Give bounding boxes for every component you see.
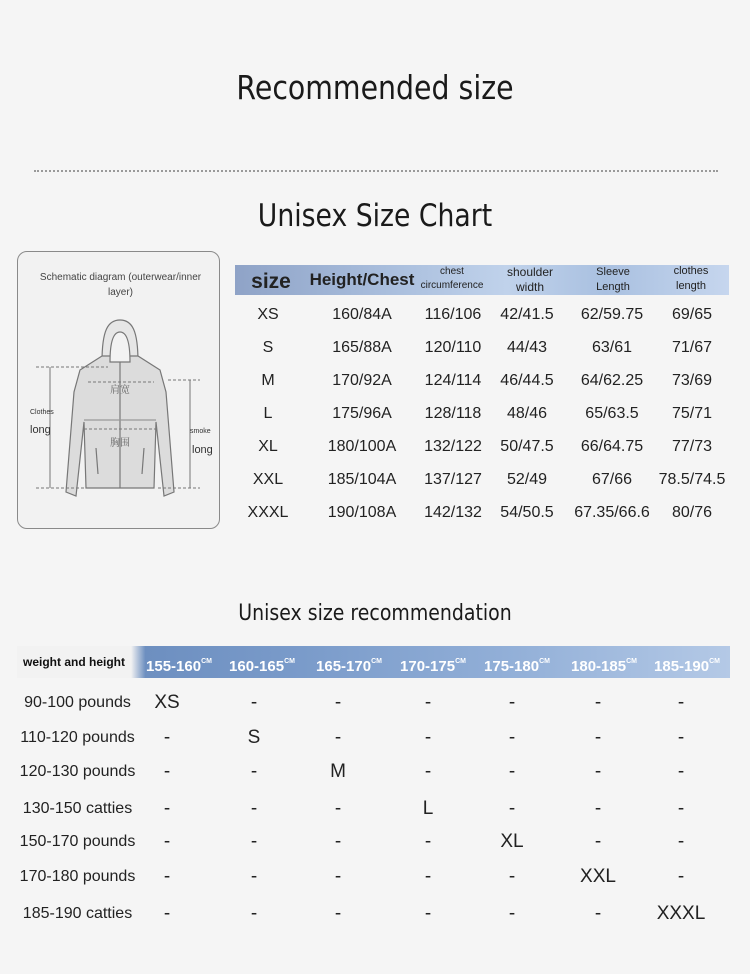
- size-chart-title: Unisex Size Chart: [257, 198, 493, 234]
- size-cell-shoulder-width: 42/41.5: [500, 306, 554, 323]
- size-recommendation: XXXL: [656, 903, 706, 924]
- size-cell-sleeve-length: 67/66: [591, 471, 633, 488]
- header-height-chest: Height/Chest: [309, 270, 415, 289]
- size-row-xxxl: [235, 496, 729, 529]
- empty-cell: -: [677, 727, 685, 748]
- size-cell-height-chest: 170/92A: [332, 372, 392, 389]
- empty-cell: -: [594, 903, 602, 924]
- size-recommendation: M: [330, 761, 346, 782]
- size-cell-height-chest: 185/104A: [327, 471, 397, 488]
- empty-cell: -: [594, 727, 602, 748]
- empty-cell: -: [677, 831, 685, 852]
- empty-cell: -: [334, 727, 342, 748]
- size-cell-chest-circumference: 137/127: [424, 471, 482, 488]
- dotted-divider: [34, 170, 718, 172]
- weight-label: 90-100 pounds: [24, 694, 131, 711]
- empty-cell: -: [508, 761, 516, 782]
- chest-mark: 胸围: [110, 438, 130, 449]
- diagram-right-label: long: [192, 444, 213, 456]
- empty-cell: -: [250, 831, 258, 852]
- size-cell-clothes-length: 78.5/74.5: [658, 471, 726, 488]
- weight-label: 150-170 pounds: [19, 833, 136, 850]
- empty-cell: -: [508, 866, 516, 887]
- empty-cell: -: [334, 903, 342, 924]
- size-cell-shoulder-width: 52/49: [506, 471, 548, 488]
- size-cell-shoulder-width: 46/44.5: [500, 372, 554, 389]
- empty-cell: -: [163, 798, 171, 819]
- diagram-left-label: long: [30, 424, 51, 436]
- size-cell-chest-circumference: 142/132: [424, 504, 482, 521]
- header-chest-circumference: chest circumference: [420, 266, 484, 291]
- empty-cell: -: [250, 798, 258, 819]
- recommendation-row: [0, 825, 750, 859]
- size-recommendation: L: [422, 798, 434, 819]
- size-cell-size: XL: [258, 438, 278, 455]
- size-cell-sleeve-length: 64/62.25: [580, 372, 644, 389]
- size-cell-size: S: [262, 339, 274, 356]
- weight-label: 120-130 pounds: [19, 763, 136, 780]
- height-column-header: $155-160^{CM}$: [146, 658, 212, 675]
- size-cell-height-chest: 190/108A: [327, 504, 397, 521]
- empty-cell: -: [163, 866, 171, 887]
- size-row-s: [235, 331, 729, 364]
- recommendation-row: [0, 686, 750, 720]
- empty-cell: -: [508, 903, 516, 924]
- size-cell-shoulder-width: 54/50.5: [500, 504, 554, 521]
- empty-cell: -: [508, 692, 516, 713]
- size-row-xs: [235, 298, 729, 331]
- size-cell-chest-circumference: 128/118: [424, 405, 482, 422]
- size-cell-height-chest: 160/84A: [332, 306, 392, 323]
- size-row-m: [235, 364, 729, 397]
- empty-cell: -: [424, 831, 432, 852]
- empty-cell: -: [677, 798, 685, 819]
- size-cell-size: L: [263, 405, 273, 422]
- recommendation-row: [0, 860, 750, 894]
- empty-cell: -: [163, 761, 171, 782]
- empty-cell: -: [424, 866, 432, 887]
- size-recommendation: XS: [154, 692, 180, 713]
- diagram-left-label-small: Clothes: [30, 409, 54, 416]
- page-title: Recommended size: [236, 68, 514, 107]
- empty-cell: -: [424, 727, 432, 748]
- height-column-header: $160-165^{CM}$: [229, 658, 295, 675]
- size-recommendation: S: [247, 727, 261, 748]
- recommendation-header: [17, 646, 730, 678]
- empty-cell: -: [424, 761, 432, 782]
- size-cell-sleeve-length: 65/63.5: [585, 405, 639, 422]
- recommendation-row: [0, 755, 750, 789]
- empty-cell: -: [594, 798, 602, 819]
- size-cell-size: XS: [257, 306, 279, 323]
- size-cell-clothes-length: 75/71: [671, 405, 713, 422]
- empty-cell: -: [677, 761, 685, 782]
- size-recommendation: XXL: [580, 866, 616, 887]
- size-cell-size: XXXL: [247, 504, 289, 521]
- weight-label: 110-120 pounds: [20, 729, 135, 746]
- size-cell-sleeve-length: 62/59.75: [580, 306, 644, 323]
- size-cell-shoulder-width: 48/46: [506, 405, 548, 422]
- size-cell-clothes-length: 80/76: [671, 504, 713, 521]
- size-chart-header: [235, 262, 729, 295]
- weight-label: 170-180 pounds: [19, 868, 136, 885]
- header-size: size: [251, 270, 291, 293]
- empty-cell: -: [424, 903, 432, 924]
- size-row-xl: [235, 430, 729, 463]
- header-shoulder-width: shoulder width: [506, 265, 554, 294]
- recommendation-title: Unisex size recommendation: [238, 601, 512, 626]
- header-clothes-length: clothes length: [673, 265, 709, 292]
- empty-cell: -: [594, 692, 602, 713]
- size-row-l: [235, 397, 729, 430]
- size-cell-chest-circumference: 132/122: [424, 438, 482, 455]
- size-recommendation: XL: [500, 831, 524, 852]
- empty-cell: -: [250, 903, 258, 924]
- size-cell-shoulder-width: 50/47.5: [500, 438, 554, 455]
- size-cell-clothes-length: 73/69: [671, 372, 713, 389]
- empty-cell: -: [334, 866, 342, 887]
- schematic-diagram: [17, 251, 220, 529]
- size-cell-shoulder-width: 44/43: [506, 339, 548, 356]
- height-column-header: $165-170^{CM}$: [316, 658, 382, 675]
- size-cell-chest-circumference: 120/110: [424, 339, 482, 356]
- empty-cell: -: [424, 692, 432, 713]
- header-sleeve-length: Sleeve Length: [596, 266, 630, 293]
- empty-cell: -: [508, 798, 516, 819]
- empty-cell: -: [677, 692, 685, 713]
- diagram-right-label-small: smoke: [190, 428, 211, 435]
- weight-label: 130-150 catties: [22, 800, 133, 817]
- recommendation-row: [0, 897, 750, 931]
- size-cell-height-chest: 175/96A: [332, 405, 392, 422]
- recommendation-row: [0, 721, 750, 755]
- diagram-caption: Schematic diagram (outerwear/inner layer): [39, 272, 202, 298]
- size-cell-chest-circumference: 116/106: [424, 306, 482, 323]
- recommendation-row: [0, 792, 750, 826]
- height-column-header: $170-175^{CM}$: [400, 658, 466, 675]
- empty-cell: -: [334, 692, 342, 713]
- size-cell-sleeve-length: 63/61: [591, 339, 633, 356]
- empty-cell: -: [163, 831, 171, 852]
- size-cell-clothes-length: 77/73: [671, 438, 713, 455]
- size-cell-clothes-length: 71/67: [671, 339, 713, 356]
- empty-cell: -: [250, 866, 258, 887]
- empty-cell: -: [163, 727, 171, 748]
- size-cell-size: M: [261, 372, 275, 389]
- weight-label: 185-190 catties: [22, 905, 133, 922]
- shoulder-width-mark: 肩宽: [110, 385, 130, 396]
- size-cell-height-chest: 180/100A: [327, 438, 397, 455]
- empty-cell: -: [334, 831, 342, 852]
- size-cell-size: XXL: [252, 471, 284, 488]
- recommendation-corner-label: weight and height: [23, 655, 125, 669]
- empty-cell: -: [250, 761, 258, 782]
- size-cell-clothes-length: 69/65: [671, 306, 713, 323]
- empty-cell: -: [250, 692, 258, 713]
- empty-cell: -: [334, 798, 342, 819]
- size-cell-sleeve-length: 67.35/66.6: [574, 504, 650, 521]
- height-column-header: $175-180^{CM}$: [484, 658, 550, 675]
- size-cell-chest-circumference: 124/114: [424, 372, 482, 389]
- empty-cell: -: [677, 866, 685, 887]
- height-column-header: $180-185^{CM}$: [571, 658, 637, 675]
- size-row-xxl: [235, 463, 729, 496]
- height-column-header: $185-190^{CM}$: [654, 658, 720, 675]
- size-cell-sleeve-length: 66/64.75: [580, 438, 644, 455]
- empty-cell: -: [508, 727, 516, 748]
- empty-cell: -: [594, 761, 602, 782]
- empty-cell: -: [594, 831, 602, 852]
- empty-cell: -: [163, 903, 171, 924]
- size-cell-height-chest: 165/88A: [332, 339, 392, 356]
